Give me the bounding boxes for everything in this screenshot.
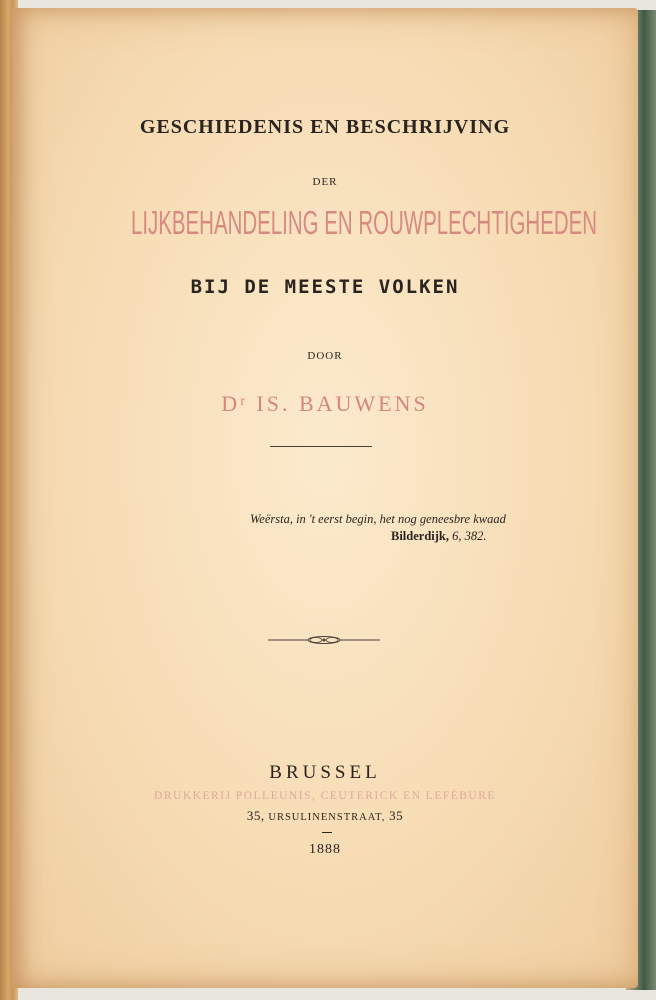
epigraph-quote: Weërsta, in 't eerst begin, het nog geneesbre kwaad — [250, 512, 506, 526]
imprint-year: 1888 — [309, 842, 341, 857]
imprint-address — [12, 808, 638, 824]
year-dash — [322, 832, 332, 833]
title-page — [12, 8, 638, 988]
divider-rule — [270, 446, 372, 447]
title-line-1: GESCHIEDENIS EN BESCHRIJVING — [139, 116, 511, 138]
epigraph-source-ref: 6, 382. — [452, 529, 487, 543]
byline-door: DOOR — [307, 350, 343, 362]
imprint-printer: DRUKKERIJ POLLEUNIS, CEUTERICK EN LEFÉBURE — [154, 790, 496, 802]
title-line-2: LIJKBEHANDELING EN ROUWPLECHTIGHEDEN — [130, 204, 598, 241]
title-der: DER — [312, 176, 338, 188]
address-street: URSULINENSTRAAT, — [268, 812, 386, 823]
imprint-city: BRUSSEL — [269, 762, 381, 783]
author-name: Dʳ IS. BAUWENS — [221, 391, 429, 416]
title-line-3: BIJ DE MEESTE VOLKEN — [190, 276, 460, 298]
address-number-1: 35, — [246, 808, 265, 823]
ornament-flourish-icon — [268, 634, 380, 646]
epigraph-source-name: Bilderdijk, — [391, 529, 449, 543]
address-number-2: 35 — [389, 808, 404, 823]
epigraph-source — [391, 529, 487, 544]
